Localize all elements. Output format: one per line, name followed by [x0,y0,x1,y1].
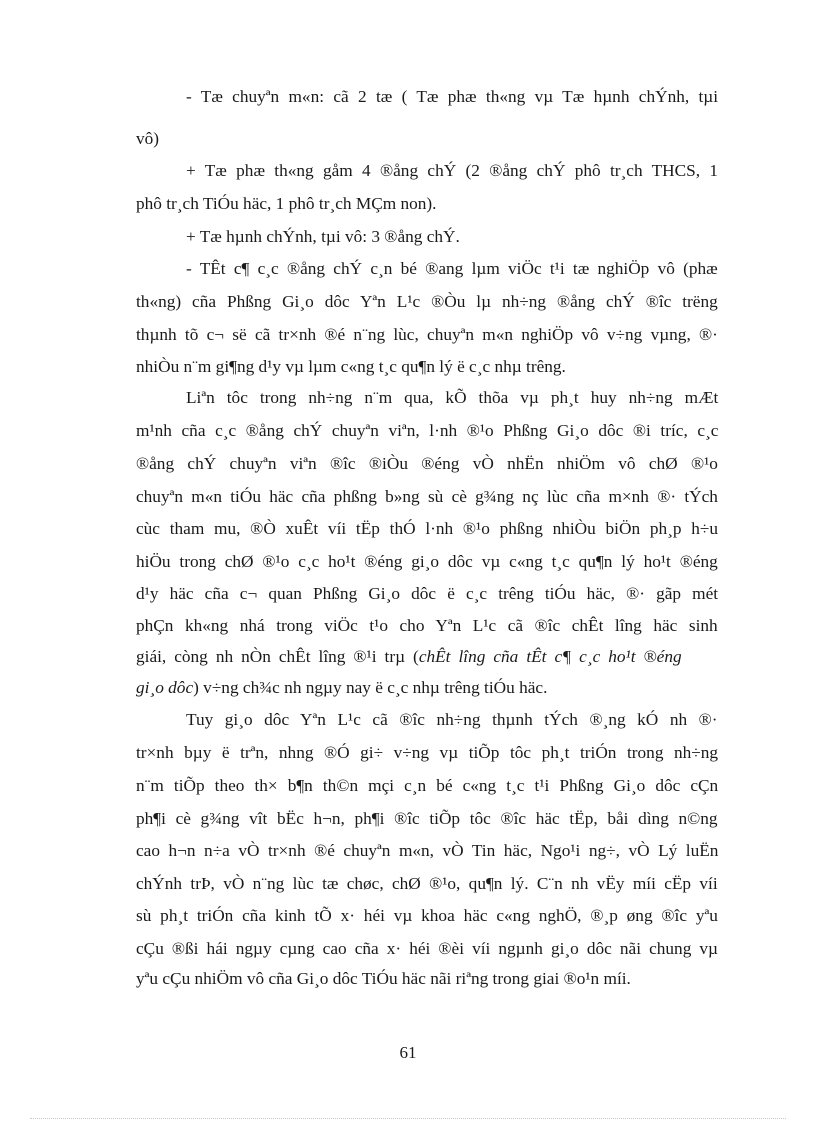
text-line: nhiÒu n¨m gi¶ng d¹y vµ lµm c«ng t¸c qu¶n lý ë c¸c nhµ trêng. [136,357,566,376]
text-line: + Tæ hµnh chÝnh, tµi vô: 3 ®ång chÝ. [186,227,460,246]
text-line: cùc tham mu, ®Ò xuÊt víi tËp thÓ l·nh ®¹o phßng nhiÒu biÖn ph¸p h÷u [136,519,719,538]
text-line: chuyªn m«n tiÓu häc cña phßng b»ng sù cè g¾ng nç lùc cña m×nh ®· tÝch [136,487,718,506]
text-line: thµnh tõ c¬ së cã tr×nh ®é n¨ng lùc, chuyªn m«n nghiÖp vô v÷ng vµng, ®· [136,325,718,344]
text-line: phÇn kh«ng nhá trong viÖc t¹o cho Yªn L¹c cã ®îc chÊt lîng häc sinh [136,616,718,635]
text-line: hiÖu trong chØ ®¹o c¸c ho¹t ®éng gi¸o dôc vµ c«ng t¸c qu¶n lý ho¹t ®éng [136,552,718,571]
text-line-with-italic [136,642,718,672]
text-line: sù ph¸t triÓn cña kinh tÕ x· héi vµ khoa häc c«ng nghÖ, ®¸p øng ®îc yªu [136,906,718,925]
text-segment: giái, còng nh nÒn chÊt lîng ®¹i trµ ( [136,647,419,666]
text-line: ph¶i cè g¾ng vît bËc h¬n, ph¶i ®îc tiÕp tôc ®îc häc tËp, båi dìng n©ng [136,809,718,828]
text-line: ®ång chÝ chuyªn viªn ®îc ®iÒu ®éng vÒ nhËn nhiÖm vô chØ ®¹o [136,454,718,473]
text-line: vô) [136,129,160,148]
text-line: cao h¬n n÷a vÒ tr×nh ®é chuyªn m«n, vÒ Tin häc, Ngo¹i ng÷, vÒ Lý luËn [136,841,719,860]
text-line: - Tæ chuyªn m«n: cã 2 tæ ( Tæ phæ th«ng vµ Tæ hµnh chÝnh, tµi [186,87,719,106]
text-line: Liªn tôc trong nh÷ng n¨m qua, kÕ thõa vµ ph¸t huy nh÷ng mÆt [186,388,719,407]
italic-phrase: gi¸o dôc [136,678,194,697]
text-line: m¹nh cña c¸c ®ång chÝ chuyªn viªn, l·nh ®¹o Phßng Gi¸o dôc ®i tríc, c¸c [136,421,719,440]
text-line: n¨m tiÕp theo th× b¶n th©n mçi c¸n bé c«ng t¸c t¹i Phßng Gi¸o dôc cÇn [136,776,719,795]
text-line: phô tr¸ch TiÓu häc, 1 phô tr¸ch MÇm non). [136,194,437,213]
text-line: chÝnh trÞ, vÒ n¨ng lùc tæ chøc, chØ ®¹o, qu¶n lý. C¨n nh vËy míi cËp víi [136,874,718,893]
footer-divider [30,1118,786,1119]
text-line-with-italic [136,673,547,703]
text-line: yªu cÇu nhiÖm vô cña Gi¸o dôc TiÓu häc nãi riªng trong giai ®o¹n míi. [136,969,631,988]
page-number: 61 [399,1043,417,1062]
text-line: th«ng) cña Phßng Gi¸o dôc Yªn L¹c ®Òu lµ nh÷ng ®ång chÝ ®îc trëng [136,292,718,311]
text-line: d¹y häc cña c¬ quan Phßng Gi¸o dôc ë c¸c trêng tiÓu häc, ®· gãp mét [136,584,719,603]
text-line: + Tæ phæ th«ng gåm 4 ®ång chÝ (2 ®ång chÝ phô tr¸ch THCS, 1 [186,161,719,180]
text-segment: ) v÷ng ch¾c nh ngµy nay ë c¸c nhµ trêng tiÓu häc. [193,678,548,697]
text-line: Tuy gi¸o dôc Yªn L¹c cã ®îc nh÷ng thµnh tÝch ®¸ng kÓ nh ®· [186,710,718,729]
italic-phrase: chÊt lîng cña tÊt c¶ c¸c ho¹t ®éng [418,647,682,666]
text-line: cÇu ®ßi hái ngµy cµng cao cña x· héi ®èi víi ngµnh gi¸o dôc nãi chung vµ [136,939,718,958]
text-line: - TÊt c¶ c¸c ®ång chÝ c¸n bé ®ang lµm viÖc t¹i tæ nghiÖp vô (phæ [186,259,718,278]
text-line: tr×nh bµy ë trªn, nhng ®Ó gi÷ v÷ng vµ tiÕp tôc ph¸t triÓn trong nh÷ng [136,743,719,762]
